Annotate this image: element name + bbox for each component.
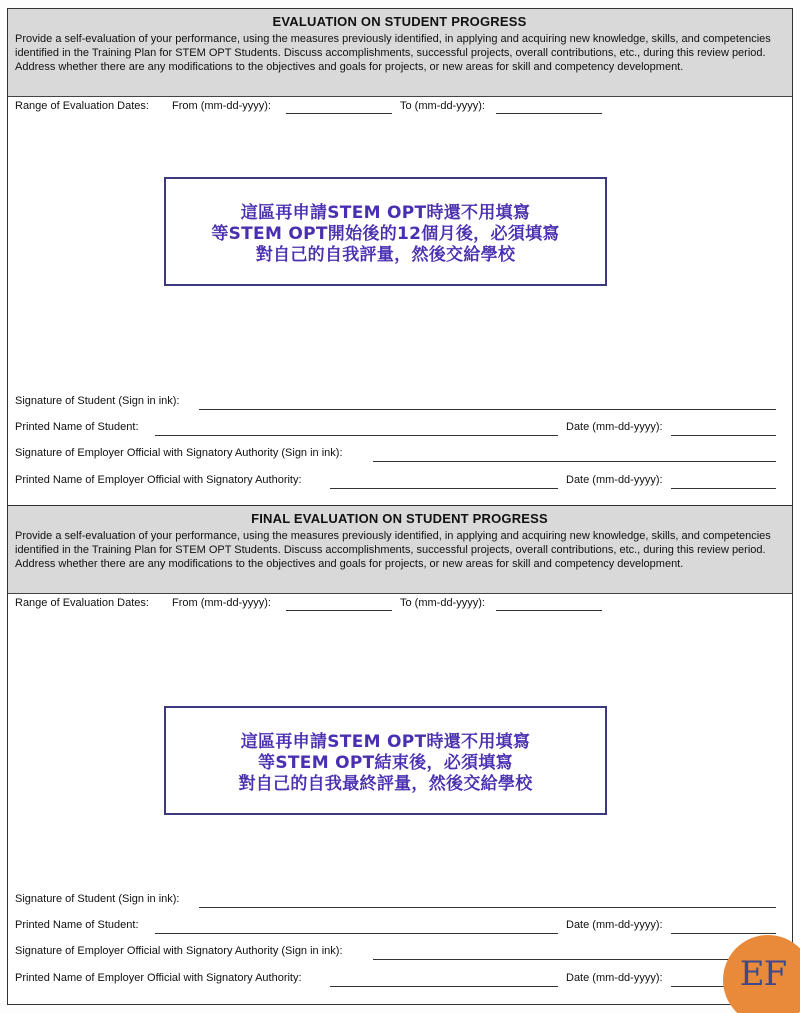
student-name-row: [15, 919, 785, 935]
employer-signature-row: [15, 945, 785, 961]
note-line: 這區再申請STEM OPT時還不用填寫: [240, 203, 531, 223]
employer-name-row: [15, 474, 785, 490]
employer-date-label: Date (mm-dd-yyyy):: [566, 474, 663, 486]
final-evaluation-note-box: [164, 706, 607, 815]
student-date-field[interactable]: [671, 435, 776, 436]
final-evaluation-header: [8, 506, 792, 594]
final-evaluation-description: Provide a self-evaluation of your performance, using the measures previously identified, in applying and acquiring new knowledge, skills, and competencies identified in the Training Plan for STEM OPT Students. Discuss accomplishments, successful projects, overall contributions, etc., during this review period. Address whether there are any modifications to the objectives and goals for projects, or new areas for skill and competency development.: [15, 530, 771, 570]
note-line: 這區再申請STEM OPT時還不用填寫: [240, 732, 531, 752]
evaluation-title: EVALUATION ON STUDENT PROGRESS: [272, 14, 527, 29]
employer-signature-field[interactable]: [373, 959, 776, 960]
student-signature-row: [15, 893, 785, 909]
student-name-row: [15, 421, 785, 437]
student-signature-field[interactable]: [199, 409, 776, 410]
student-signature-row: [15, 395, 785, 411]
student-signature-label: Signature of Student (Sign in ink):: [15, 893, 180, 905]
student-signature-field[interactable]: [199, 907, 776, 908]
stem-opt-form: [7, 8, 793, 1005]
employer-signature-label: Signature of Employer Official with Signatory Authority (Sign in ink):: [15, 945, 343, 957]
student-date-label: Date (mm-dd-yyyy):: [566, 421, 663, 433]
evaluation-date-range: [15, 100, 715, 116]
to-date-label: To (mm-dd-yyyy):: [400, 100, 485, 112]
date-range-label: Range of Evaluation Dates:: [15, 100, 149, 112]
employer-signature-row: [15, 447, 785, 463]
ef-logo-text: EF: [739, 954, 787, 994]
note-line: 等STEM OPT結束後，必須填寫: [258, 753, 513, 773]
to-date-field[interactable]: [496, 610, 602, 611]
employer-signature-label: Signature of Employer Official with Signatory Authority (Sign in ink):: [15, 447, 343, 459]
student-name-label: Printed Name of Student:: [15, 919, 139, 931]
from-date-label: From (mm-dd-yyyy):: [172, 597, 271, 609]
employer-name-label: Printed Name of Employer Official with Signatory Authority:: [15, 474, 302, 486]
final-evaluation-title: FINAL EVALUATION ON STUDENT PROGRESS: [251, 511, 548, 526]
to-date-field[interactable]: [496, 113, 602, 114]
final-evaluation-date-range: [15, 597, 715, 613]
student-date-field[interactable]: [671, 933, 776, 934]
employer-date-label: Date (mm-dd-yyyy):: [566, 972, 663, 984]
student-name-field[interactable]: [155, 435, 558, 436]
date-range-label: Range of Evaluation Dates:: [15, 597, 149, 609]
student-signature-label: Signature of Student (Sign in ink):: [15, 395, 180, 407]
evaluation-description: Provide a self-evaluation of your performance, using the measures previously identified, in applying and acquiring new knowledge, skills, and competencies identified in the Training Plan for STEM OPT Students. Discuss accomplishments, successful projects, overall contributions, etc., during this review period. Address whether there are any modifications to the objectives and goals for projects, or new areas for skill and competency development.: [15, 33, 771, 73]
to-date-label: To (mm-dd-yyyy):: [400, 597, 485, 609]
from-date-label: From (mm-dd-yyyy):: [172, 100, 271, 112]
student-name-label: Printed Name of Student:: [15, 421, 139, 433]
note-line: 對自己的自我評量，然後交給學校: [255, 245, 516, 265]
employer-name-field[interactable]: [330, 986, 558, 987]
employer-date-field[interactable]: [671, 488, 776, 489]
from-date-field[interactable]: [286, 610, 392, 611]
evaluation-section: [8, 9, 792, 506]
employer-signature-field[interactable]: [373, 461, 776, 462]
evaluation-header: [8, 9, 792, 97]
note-line: 等STEM OPT開始後的12個月後，必須填寫: [211, 224, 560, 244]
evaluation-note-box: [164, 177, 607, 286]
from-date-field[interactable]: [286, 113, 392, 114]
note-line: 對自己的自我最終評量，然後交給學校: [238, 774, 533, 794]
final-evaluation-section: [8, 506, 792, 1006]
employer-name-field[interactable]: [330, 488, 558, 489]
student-date-label: Date (mm-dd-yyyy):: [566, 919, 663, 931]
student-name-field[interactable]: [155, 933, 558, 934]
employer-name-label: Printed Name of Employer Official with Signatory Authority:: [15, 972, 302, 984]
employer-name-row: [15, 972, 785, 988]
